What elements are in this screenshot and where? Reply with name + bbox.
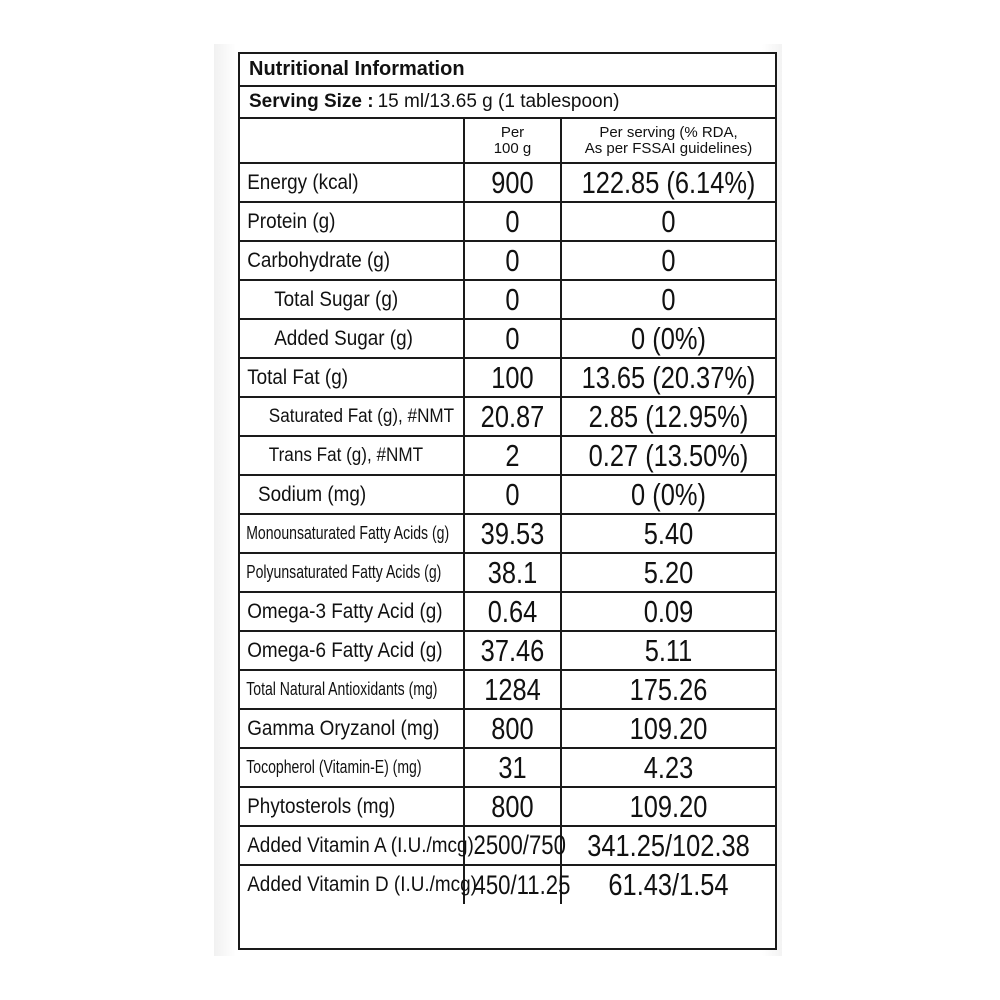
per-serving-value: 109.20 [629, 710, 708, 746]
table-row [240, 319, 775, 358]
per100-value: 38.1 [487, 554, 538, 590]
nutrient-name: Added Vitamin D (I.U./mcg) [247, 873, 477, 896]
table-row [240, 436, 775, 475]
header-per-serving-line2: As per FSSAI guidelines) [584, 139, 753, 157]
nutrient-name: Saturated Fat (g), #NMT [268, 405, 455, 427]
label-title: Nutritional Information [249, 58, 465, 80]
nutrient-name: Energy (kcal) [247, 170, 359, 194]
per100-value: 450/11.25 [473, 869, 571, 900]
serving-size-label: Serving Size : [249, 91, 374, 112]
table-row [240, 748, 775, 787]
per100-value: 0 [505, 320, 520, 356]
nutrient-name: Carbohydrate (g) [247, 248, 391, 272]
per-serving-value: 0 [661, 242, 676, 278]
header-per-100g-line2: 100 g [493, 139, 532, 157]
table-row [240, 865, 775, 904]
table-header-row [240, 119, 775, 163]
per-serving-value: 61.43/1.54 [608, 867, 729, 902]
per-serving-value: 13.65 (20.37%) [581, 359, 756, 395]
per100-value: 800 [491, 710, 534, 746]
table-row [240, 709, 775, 748]
per-serving-value: 0 [661, 281, 676, 317]
nutrient-name: Gamma Oryzanol (mg) [247, 716, 440, 740]
nutrient-name: Omega-3 Fatty Acid (g) [247, 599, 443, 623]
per100-value: 0 [505, 242, 520, 278]
per100-value: 37.46 [480, 632, 545, 668]
per100-value: 2500/750 [473, 830, 566, 860]
nutrient-name: Added Vitamin A (I.U./mcg) [247, 833, 474, 857]
per-serving-value: 341.25/102.38 [587, 827, 750, 863]
per100-value: 39.53 [480, 515, 545, 551]
table-row [240, 475, 775, 514]
table-row [240, 670, 775, 709]
per100-value: 0.64 [487, 593, 538, 629]
table-row [240, 202, 775, 241]
per100-value: 1284 [484, 671, 541, 707]
per-serving-value: 0.09 [643, 593, 694, 629]
per-serving-value: 4.23 [643, 749, 694, 785]
serving-size-row [240, 87, 775, 119]
header-per-serving [561, 119, 775, 163]
table-row [240, 514, 775, 553]
table-row [240, 241, 775, 280]
nutrient-name: Total Natural Antioxidants (mg) [246, 679, 438, 699]
nutrient-name: Total Sugar (g) [274, 287, 399, 311]
per-serving-value: 175.26 [629, 671, 708, 707]
per-serving-value: 0 (0%) [631, 476, 706, 512]
per100-value: 800 [491, 788, 534, 824]
header-per-100g [464, 119, 561, 163]
per100-value: 2 [505, 437, 520, 473]
table-row [240, 826, 775, 865]
nutrient-name: Sodium (mg) [258, 482, 367, 506]
nutrition-table [240, 119, 775, 904]
per-serving-value: 0 (0%) [631, 320, 706, 356]
per-serving-value: 0 [661, 203, 676, 239]
serving-size-value: 15 ml/13.65 g (1 tablespoon) [377, 91, 620, 112]
nutrient-name: Tocopherol (Vitamin-E) (mg) [246, 757, 422, 777]
nutrient-name: Phytosterols (mg) [247, 794, 396, 818]
header-per-100g-line1: Per [500, 123, 525, 141]
per100-value: 31 [498, 749, 527, 785]
table-row [240, 358, 775, 397]
per100-value: 0 [505, 203, 520, 239]
table-row [240, 787, 775, 826]
nutrient-name: Monounsaturated Fatty Acids (g) [246, 523, 450, 543]
table-row [240, 592, 775, 631]
per100-value: 100 [491, 359, 534, 395]
per-serving-value: 5.20 [643, 554, 694, 590]
nutrient-name: Protein (g) [247, 209, 336, 233]
nutrition-label [238, 52, 777, 950]
per100-value: 20.87 [480, 398, 545, 434]
table-row [240, 397, 775, 436]
per100-value: 0 [505, 281, 520, 317]
table-row [240, 553, 775, 592]
per-serving-value: 5.11 [644, 632, 693, 668]
per-serving-value: 109.20 [629, 788, 708, 824]
table-row [240, 163, 775, 202]
header-blank-cell [240, 119, 464, 163]
nutrient-name: Omega-6 Fatty Acid (g) [247, 638, 443, 662]
table-row [240, 280, 775, 319]
table-row [240, 631, 775, 670]
per100-value: 900 [491, 164, 534, 200]
nutrient-name: Polyunsaturated Fatty Acids (g) [246, 562, 442, 582]
header-per-serving-line1: Per serving (% RDA, [599, 123, 738, 141]
nutrient-name: Total Fat (g) [247, 365, 349, 389]
per-serving-value: 0.27 (13.50%) [588, 437, 749, 473]
per-serving-value: 2.85 (12.95%) [588, 398, 749, 434]
per-serving-value: 5.40 [643, 515, 694, 551]
per100-value: 0 [505, 476, 520, 512]
nutrient-name: Added Sugar (g) [274, 326, 413, 350]
nutrient-name: Trans Fat (g), #NMT [268, 444, 424, 466]
per-serving-value: 122.85 (6.14%) [581, 164, 756, 200]
label-title-row [240, 54, 775, 87]
